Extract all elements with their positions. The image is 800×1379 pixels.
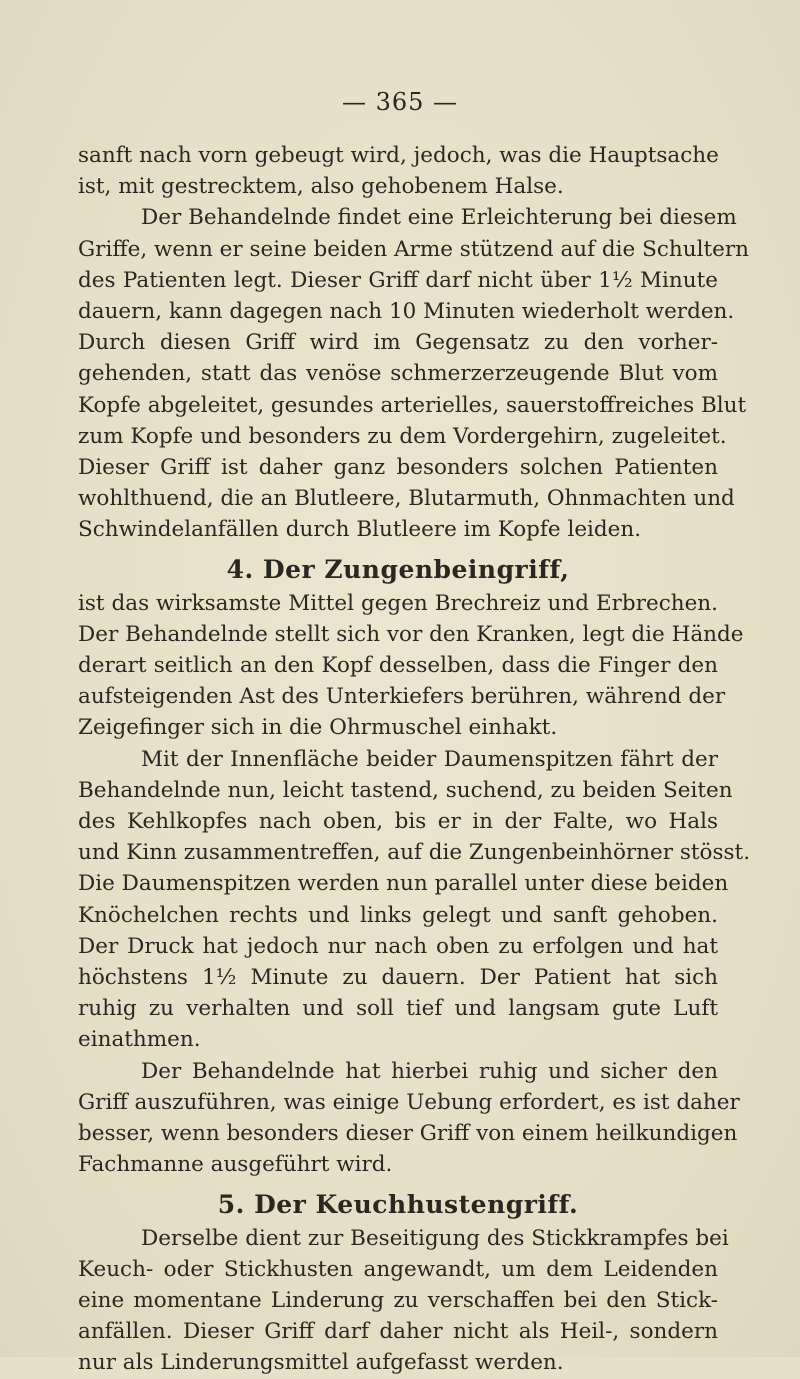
text-line: sanft nach vorn gebeugt wird, jedoch, was die Hauptsache [78, 143, 719, 168]
text-line: Durch diesen Griff wird im Gegensatz zu den vorher- [78, 330, 718, 356]
text-line: Schwindelanfällen durch Blutleere im Kopfe leiden. [78, 517, 642, 543]
page-text [78, 140, 751, 1379]
text-line: dauern, kann dagegen nach 10 Minuten wiederholt werden. [78, 299, 735, 325]
section-5-paragraph-1 [78, 1223, 729, 1379]
text-line: aufsteigenden Ast des Unterkiefers berühren, während der [78, 684, 726, 710]
text-line: nur als Linderungsmittel aufgefasst werden. [78, 1350, 564, 1376]
text-line: anfällen. Dieser Griff darf daher nicht als Heil-, sondern [78, 1319, 718, 1345]
section-4-paragraph-3 [78, 1056, 740, 1181]
text-line: Kopfe abgeleitet, gesundes arterielles, sauerstoffreiches Blut [78, 392, 747, 418]
text-line: eine momentane Linderung zu verschaffen bei den Stick- [78, 1287, 718, 1313]
text-line: höchstens 1½ Minute zu dauern. Der Patient hat sich [78, 965, 718, 991]
text-line: einathmen. [78, 1027, 201, 1053]
text-line: Zeigefinger sich in die Ohrmuschel einhakt. [78, 715, 558, 741]
section-heading-5: 5. Der Keuchhustengriff. [217, 1189, 579, 1219]
paragraph-2 [78, 202, 749, 545]
text-line: Griff auszuführen, was einige Uebung erfordert, es ist daher [78, 1089, 740, 1115]
text-line: des Patienten legt. Dieser Griff darf nicht über 1½ Minute [78, 267, 718, 293]
section-4-paragraph-1 [78, 588, 744, 744]
text-line: Keuch- oder Stickhusten angewandt, um dem Leidenden [78, 1256, 718, 1282]
text-line: Fachmanne ausgeführt wird. [78, 1152, 393, 1178]
text-line: wohlthuend, die an Blutleere, Blutarmuth, Ohnmachten und [78, 486, 735, 512]
text-line: zum Kopfe und besonders zu dem Vordergehirn, zugeleitet. [78, 423, 727, 449]
text-line: und Kinn zusammentreffen, auf die Zungenbeinhörner stösst. [78, 840, 751, 866]
text-line: Griffe, wenn er seine beiden Arme stützend auf die Schultern [78, 236, 749, 262]
text-line: ist das wirksamste Mittel gegen Brechreiz und Erbrechen. [78, 590, 718, 616]
section-heading-4: 4. Der Zungenbeingriff, [226, 554, 570, 584]
paragraph-1 [78, 140, 718, 202]
text-line: Der Behandelnde stellt sich vor den Kranken, legt die Hände [78, 621, 744, 647]
text-line: Der Behandelnde hat hierbei ruhig und sicher den [141, 1058, 718, 1084]
text-line: Behandelnde nun, leicht tastend, suchend, zu beiden Seiten [78, 777, 733, 803]
text-line: des Kehlkopfes nach oben, bis er in der Falte, wo Hals [78, 809, 718, 835]
text-line: Derselbe dient zur Beseitigung des Stickkrampfes bei [141, 1225, 729, 1251]
text-line: Dieser Griff ist daher ganz besonders solchen Patienten [78, 455, 718, 481]
text-line: Der Behandelnde findet eine Erleichterung bei diesem [141, 205, 737, 231]
page-number: — 365 — [341, 88, 459, 116]
text-line: besser, wenn besonders dieser Griff von einem heilkundigen [78, 1121, 738, 1147]
text-line: derart seitlich an den Kopf desselben, dass die Finger den [78, 653, 718, 679]
text-line: Der Druck hat jedoch nur nach oben zu erfolgen und hat [78, 933, 718, 959]
text-line: Knöchelchen rechts und links gelegt und sanft gehoben. [78, 902, 718, 928]
text-line: ist, mit gestrecktem, also gehobenem Halse. [78, 174, 564, 200]
text-line: ruhig zu verhalten und soll tief und langsam gute Luft [78, 996, 718, 1022]
text-line: Die Daumenspitzen werden nun parallel unter diese beiden [78, 871, 729, 897]
section-4-paragraph-2 [78, 744, 751, 1056]
text-line: Mit der Innenfläche beider Daumenspitzen fährt der [141, 746, 718, 772]
text-line: gehenden, statt das venöse schmerzerzeugende Blut vom [78, 361, 718, 387]
